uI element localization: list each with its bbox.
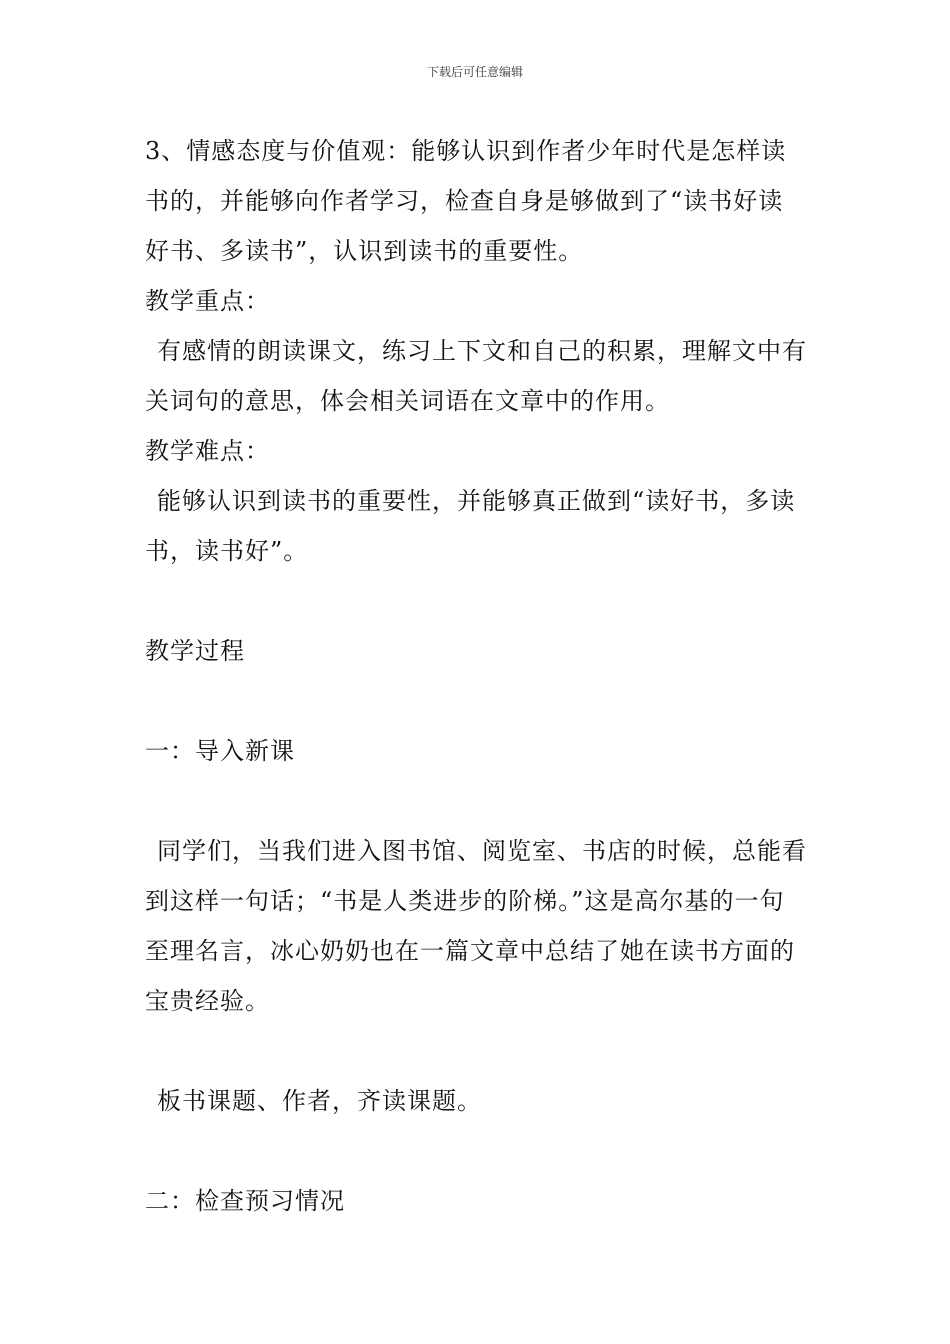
spacer	[145, 576, 807, 626]
section-1-paragraph: 同学们，当我们进入图书馆、阅览室、书店的时候，总能看到这样一句话；“书是人类进步的阶梯。”这是高尔基的一句至理名言，冰心奶奶也在一篇文章中总结了她在读书方面的宝贵经验。	[145, 837, 807, 1015]
page-header: 下载后可任意编辑	[426, 65, 523, 79]
difficult-points-paragraph: 能够认识到读书的重要性，并能够真正做到“读好书，多读书，读书好”。	[145, 487, 796, 565]
section-1-note: 板书课题、作者，齐读课题。	[157, 1087, 482, 1115]
difficult-points-heading: 教学难点：	[145, 437, 270, 465]
section-2-heading: 二：检查预习情况	[145, 1187, 345, 1215]
spacer	[145, 676, 807, 726]
key-points-paragraph: 有感情的朗读课文，练习上下文和自己的积累，理解文中有关词句的意思，体会相关词语在文章中的作用。	[145, 337, 807, 415]
document-body	[145, 126, 807, 1226]
key-points-heading: 教学重点：	[145, 287, 270, 315]
spacer	[145, 1026, 807, 1076]
section-1-heading: 一：导入新课	[145, 737, 295, 765]
spacer	[145, 1126, 807, 1176]
goal-3-paragraph: 3、情感态度与价值观：能够认识到作者少年时代是怎样读书的，并能够向作者学习，检查自身是够做到了“读书好读好书、多读书”，认识到读书的重要性。	[145, 137, 787, 265]
teaching-process-heading: 教学过程	[145, 637, 245, 665]
spacer	[145, 776, 807, 826]
